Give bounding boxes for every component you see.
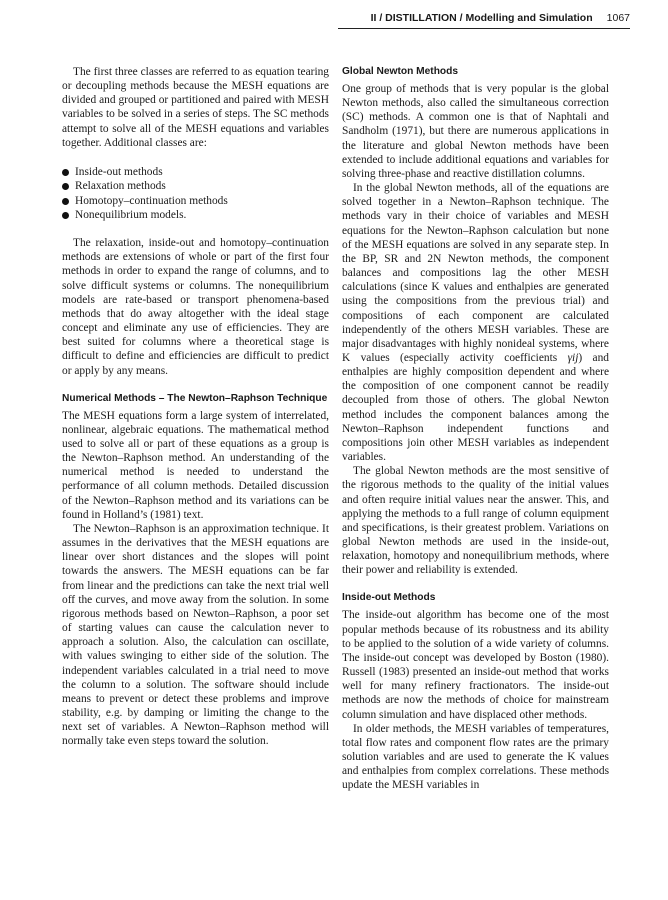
bullet-icon [62, 212, 69, 219]
section-heading-global-newton: Global Newton Methods [342, 66, 459, 77]
global-newton-paragraph: One group of methods that is very popular is the global Newton methods, also called the simultaneous correction (SC) methods. A common one is that of Naphtali and Sandholm (1971), but there are numerous applications in the literature and global Newton methods have been extended to include additional equations and variables for solving three-phase and reactive distillation columns. [342, 83, 609, 180]
section-title: II / DISTILLATION / Modelling and Simulation [370, 12, 593, 24]
page-number: 1067 [606, 12, 630, 24]
intro-paragraph: The first three classes are referred to as equation tearing or decoupling methods because the MESH equations are divided and grouped or partitioned and paired with MESH variables to be solved in a series of steps. The SC methods attempt to solve all of the MESH equations and variables together. Additional classes are: [62, 66, 329, 149]
list-item: Relaxation methods [62, 179, 329, 193]
older-methods-paragraph: In older methods, the MESH variables of temperatures, total flow rates and component flow rates are the primary solution variables and are used to generate the K values and enthalpies from complex correlations. These methods update the MESH variables in [342, 722, 609, 792]
relaxation-paragraph: The relaxation, inside-out and homotopy–continuation methods are extensions of whole or part of the first four methods in order to expand the range of columns, and to solve difficult systems or columns. The nonequilibrium models are rate-based or transport phenomena-based methods that do away altogether with the ideal stage concept and eliminate any use of efficiencies. They are best suited for columns where a theoretical stage is difficult to define and efficiencies are difficult to predict or apply by any means. [62, 237, 329, 377]
running-head [371, 10, 630, 26]
mesh-paragraph: The MESH equations form a large system of interrelated, nonlinear, algebraic equations. The mathematical method used to solve all or part of these equations as a group is the Newton–Raphson method. An understanding of the numerical method is needed to understand the performance of all column methods. Detailed discussion of the Newton–Raphson method and its variations can be found in Holland’s (1981) text. [62, 409, 329, 521]
newton-raphson-paragraph: The Newton–Raphson is an approximation technique. It assumes in the derivatives that the MESH equations are linear over short distances and the slopes will point towards the answers. The MESH equations can be far from linear and the predictions can take the next trial well off the curves, and move away from the solution. In some rigorous methods based on Newton–Raphson, a poor set of starting values can cause the calculation never to approach a solution. Also, the calculation can oscillate, with values swinging to either side of the solution. The independent variables calculated in a trial need to move the column to a solution. The software should include means to prevent or detect these problems and improve stability, e.g. by damping or limiting the change to the next set of variables. A Newton–Raphson method will normally take even steps toward the solution. [62, 522, 329, 748]
global-newton-detail-paragraph: In the global Newton methods, all of the equations are solved together in a Newton–Raphson technique. The methods vary in their choice of variables and MESH equations for the Newton–Raphson calculation but none of the MESH equations are solved in any separate step. In the BP, SR and 2N Newton methods, the component balances and compositions lag the other MESH calculations (since K values and enthalpies are generated using the compositions from the previous trial) and compositions of each component are calculated independently of the others MESH variables. These are major disadvantages with highly nonideal systems, where K values (especially activity coefficients γij) and enthalpies are highly composition dependent and where the composition of one component cannot be readily decoupled from those of others. The global Newton method includes the component balances among the Newton–Raphson independent functions and compositions join other MESH variables as independent variables. [342, 182, 609, 464]
bullet-icon [62, 183, 69, 190]
bullet-icon [62, 169, 69, 176]
right-column [342, 65, 609, 793]
method-class-list [62, 165, 329, 222]
header-rule [338, 28, 630, 29]
section-heading-numerical: Numerical Methods – The Newton–Raphson Technique [62, 392, 328, 404]
sensitivity-paragraph: The global Newton methods are the most sensitive of the rigorous methods to the quality of the initial values and often require initial values near the answer. This, and applying the methods to a full range of column equipment and specifications, is their greatest problem. Variations on global Newton methods are used in the inside-out, relaxation, homotopy and nonequilibrium methods, where their power and reliability is extended. [342, 465, 609, 577]
list-item: Nonequilibrium models. [62, 208, 329, 222]
left-column [62, 65, 329, 748]
inside-out-paragraph: The inside-out algorithm has become one of the most popular methods because of its robustness and its ability to be applied to the solution of a wide variety of columns. The inside-out concept was developed by Boston (1980). Russell (1983) presented an inside-out method that works well for many refinery fractionators. The inside-out methods are now the methods of choice for mainstream column simulation and have displaced other methods. [342, 609, 609, 721]
section-heading-inside-out: Inside-out Methods [342, 592, 436, 604]
list-item: Inside-out methods [62, 165, 329, 179]
gamma-symbol: γij [567, 351, 579, 364]
bullet-icon [62, 198, 69, 205]
list-item: Homotopy–continuation methods [62, 194, 329, 208]
